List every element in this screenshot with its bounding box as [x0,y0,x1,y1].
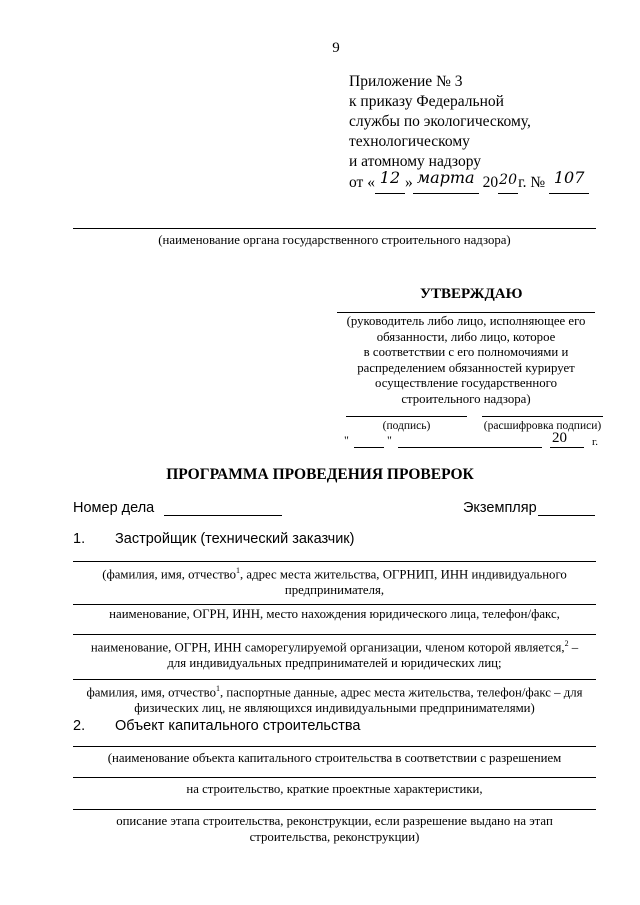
signature-label: (подпись) [382,420,431,432]
case-number-label: Номер дела [73,500,155,516]
developer-caption-4: фамилия, имя, отчество$^1$, паспортные данные, адрес места жительства, телефон/факс – для физических лиц, не являющихся индивидуальными предпринимателями) [86,684,583,716]
approve-day-line [354,447,384,448]
approve-year-line [550,447,584,448]
order-year-prefix: 20 [482,174,499,191]
copy-label: Экземпляр [463,500,537,516]
approve-year-prefix: 20 [552,430,567,446]
appendix-line: к приказу Федеральной [349,93,504,110]
order-month: марта [413,172,479,194]
developer-line-3 [73,634,596,635]
developer-caption-2: наименование, ОГРН, ИНН, место нахождения юридического лица, телефон/факс, [109,607,560,621]
signature-decode-line [482,416,603,417]
authority-name-line [73,228,596,229]
approve-year-suffix: г. [592,436,599,448]
developer-caption-1: (фамилия, имя, отчество$^1$, адрес места жительства, ОГРНИП, ИНН индивидуального предпринимателя, [102,566,567,598]
appendix-line: технологическому [349,133,470,150]
approve-title: УТВЕРЖДАЮ [420,286,523,302]
section1-number: 1. [73,531,86,547]
developer-line-1 [73,561,596,562]
approver-caption: (руководитель либо лицо, исполняющее его обязанности, либо лицо, которое в соответствии с его полномочиями и распределением обязанностей курирует осуществление государственного строительного надзора) [346,314,586,406]
signature-decode-label: (расшифровка подписи) [483,420,602,432]
page-number: 9 [332,40,340,56]
authority-caption: (наименование органа государственного строительного надзора) [158,233,511,247]
object-caption-3: описание этапа строительства, реконструкции, если разрешение выдано на этап строительства, реконструкции) [116,814,553,844]
order-number: 107 [549,172,589,194]
signature-line [346,416,467,417]
appendix-line: службы по экологическому, [349,113,531,130]
order-day: 12 [375,172,405,194]
object-line-2 [73,777,596,778]
program-title: ПРОГРАММА ПРОВЕДЕНИЯ ПРОВЕРОК [166,466,474,483]
order-number-label: г. № [518,174,546,191]
order-date-line [349,168,589,192]
date-prefix: от « [349,174,375,191]
section1-title: Застройщик (технический заказчик) [115,531,355,547]
case-number-field [164,515,282,516]
approve-date-close-quote: " [387,433,392,447]
approver-position-line [337,312,595,313]
object-line-3 [73,809,596,810]
date-close-quote: » [404,174,413,191]
developer-line-4 [73,679,596,680]
approve-month-line [398,447,542,448]
object-caption-1: (наименование объекта капитального строительства в соответствии с разрешением [107,751,562,765]
appendix-line: и атомному надзору [349,153,481,170]
developer-caption-3: наименование, ОГРН, ИНН саморегулируемой организации, членом которой является,$^2$ – для индивидуальных предпринимателей и юридических лиц; [90,639,579,671]
section2-number: 2. [73,718,86,734]
section2-title: Объект капитального строительства [115,718,361,734]
appendix-line: Приложение № 3 [349,73,463,90]
developer-line-2 [73,604,596,605]
copy-number-field [538,515,595,516]
order-year: 20 [498,173,518,194]
approve-date-open-quote: " [344,433,349,447]
object-caption-2: на строительство, краткие проектные характеристики, [186,782,483,796]
object-line-1 [73,746,596,747]
appendix-block [349,72,589,192]
